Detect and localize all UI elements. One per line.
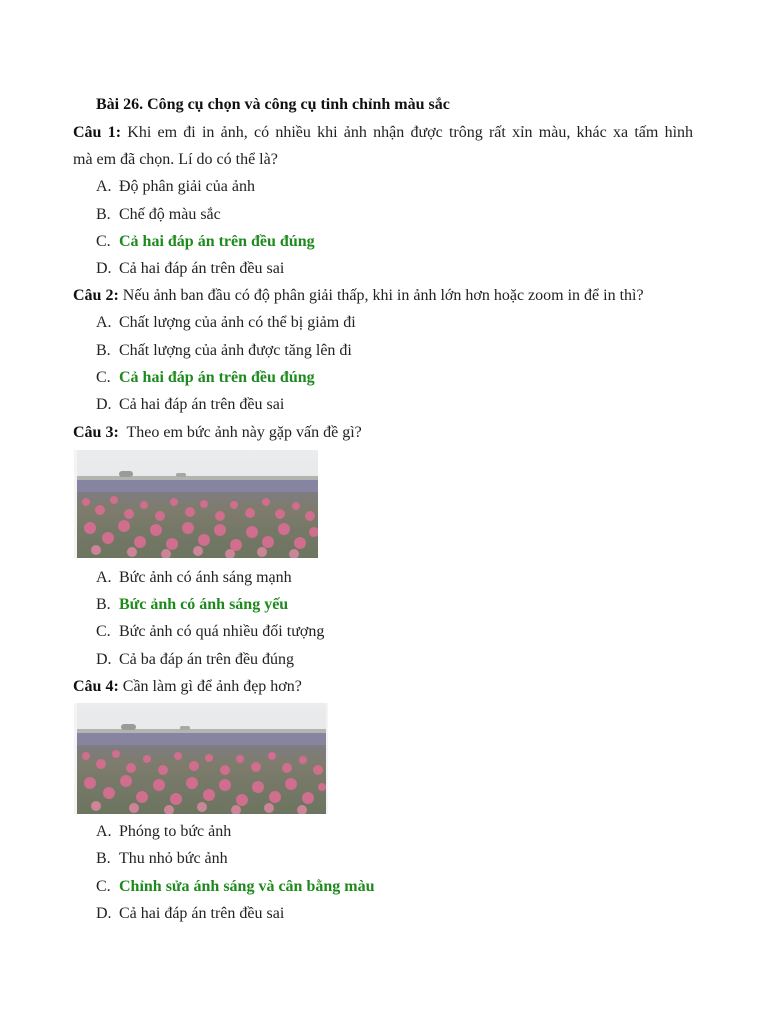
question-1-option-c-correct[interactable] [96, 232, 315, 252]
question-3-option-b-correct[interactable] [96, 595, 288, 615]
question-3-option-d[interactable] [96, 650, 294, 670]
option-text: Bức ảnh có quá nhiều đối tượng [119, 623, 325, 640]
option-text: Thu nhỏ bức ảnh [119, 850, 228, 867]
question-2-label: Câu 2: [73, 287, 119, 304]
question-4-option-a[interactable] [96, 822, 231, 842]
option-text: Cả ba đáp án trên đều đúng [119, 651, 295, 668]
option-letter: D. [96, 651, 112, 668]
question-1 [73, 123, 693, 143]
question-3-text: Theo em bức ảnh này gặp vấn đề gì? [118, 424, 362, 441]
question-4-option-c-correct[interactable] [96, 877, 374, 897]
question-3-option-a[interactable] [96, 568, 292, 588]
option-letter: B. [96, 206, 111, 223]
option-text: Chất lượng của ảnh có thể bị giảm đi [119, 314, 356, 331]
question-3 [73, 423, 362, 443]
option-letter: D. [96, 396, 112, 413]
option-letter: A. [96, 823, 112, 840]
option-letter: A. [96, 178, 112, 195]
option-letter: A. [96, 569, 112, 586]
question-1-text-line2: mà em đã chọn. Lí do có thể là? [73, 151, 278, 168]
option-letter: C. [96, 878, 111, 895]
option-letter: B. [96, 342, 111, 359]
option-text: Chế độ màu sắc [119, 206, 221, 223]
option-text: Cả hai đáp án trên đều sai [119, 396, 285, 413]
question-2-option-c-correct[interactable] [96, 368, 315, 388]
option-letter: A. [96, 314, 112, 331]
question-1-text-line1: Khi em đi in ảnh, có nhiều khi ảnh nhận được trông rất xỉn màu, khác xa tấm hình [121, 124, 694, 141]
question-2-text: Nếu ảnh ban đầu có độ phân giải thấp, khi in ảnh lớn hơn hoặc zoom in để in thì? [118, 287, 644, 304]
option-letter: D. [96, 905, 112, 922]
option-letter: D. [96, 260, 112, 277]
question-2-option-a[interactable] [96, 313, 356, 333]
option-text: Chỉnh sửa ánh sáng và cân bằng màu [119, 878, 375, 895]
option-text: Cả hai đáp án trên đều đúng [119, 369, 315, 386]
option-text: Bức ảnh có ánh sáng yếu [119, 596, 289, 613]
option-text: Cả hai đáp án trên đều sai [119, 260, 285, 277]
question-2-option-d[interactable] [96, 395, 284, 415]
option-text: Cả hai đáp án trên đều sai [119, 905, 285, 922]
option-letter: C. [96, 233, 111, 250]
option-text: Phóng to bức ảnh [119, 823, 232, 840]
option-text: Cả hai đáp án trên đều đúng [119, 233, 315, 250]
question-4-text: Cần làm gì để ảnh đẹp hơn? [118, 678, 302, 695]
option-letter: C. [96, 623, 111, 640]
option-letter: C. [96, 369, 111, 386]
question-1-option-a[interactable] [96, 177, 255, 197]
question-1-option-d[interactable] [96, 259, 284, 279]
question-4 [73, 677, 302, 697]
question-2 [73, 286, 644, 306]
option-text: Độ phân giải của ảnh [119, 178, 255, 195]
flower-field-photo-2 [74, 703, 328, 814]
option-text: Bức ảnh có ánh sáng mạnh [119, 569, 292, 586]
option-letter: B. [96, 596, 111, 613]
question-4-option-b[interactable] [96, 849, 228, 869]
question-3-label: Câu 3: [73, 424, 119, 441]
question-3-option-c[interactable] [96, 622, 324, 642]
option-letter: B. [96, 850, 111, 867]
question-1-option-b[interactable] [96, 205, 221, 225]
question-4-option-d[interactable] [96, 904, 284, 924]
question-4-label: Câu 4: [73, 678, 119, 695]
question-2-option-b[interactable] [96, 341, 352, 361]
question-1-label: Câu 1: [73, 124, 122, 141]
option-text: Chất lượng của ảnh được tăng lên đi [119, 342, 352, 359]
lesson-title: Bài 26. Công cụ chọn và công cụ tinh chỉnh màu sắc [96, 96, 450, 113]
flower-field-photo-1 [74, 450, 318, 558]
